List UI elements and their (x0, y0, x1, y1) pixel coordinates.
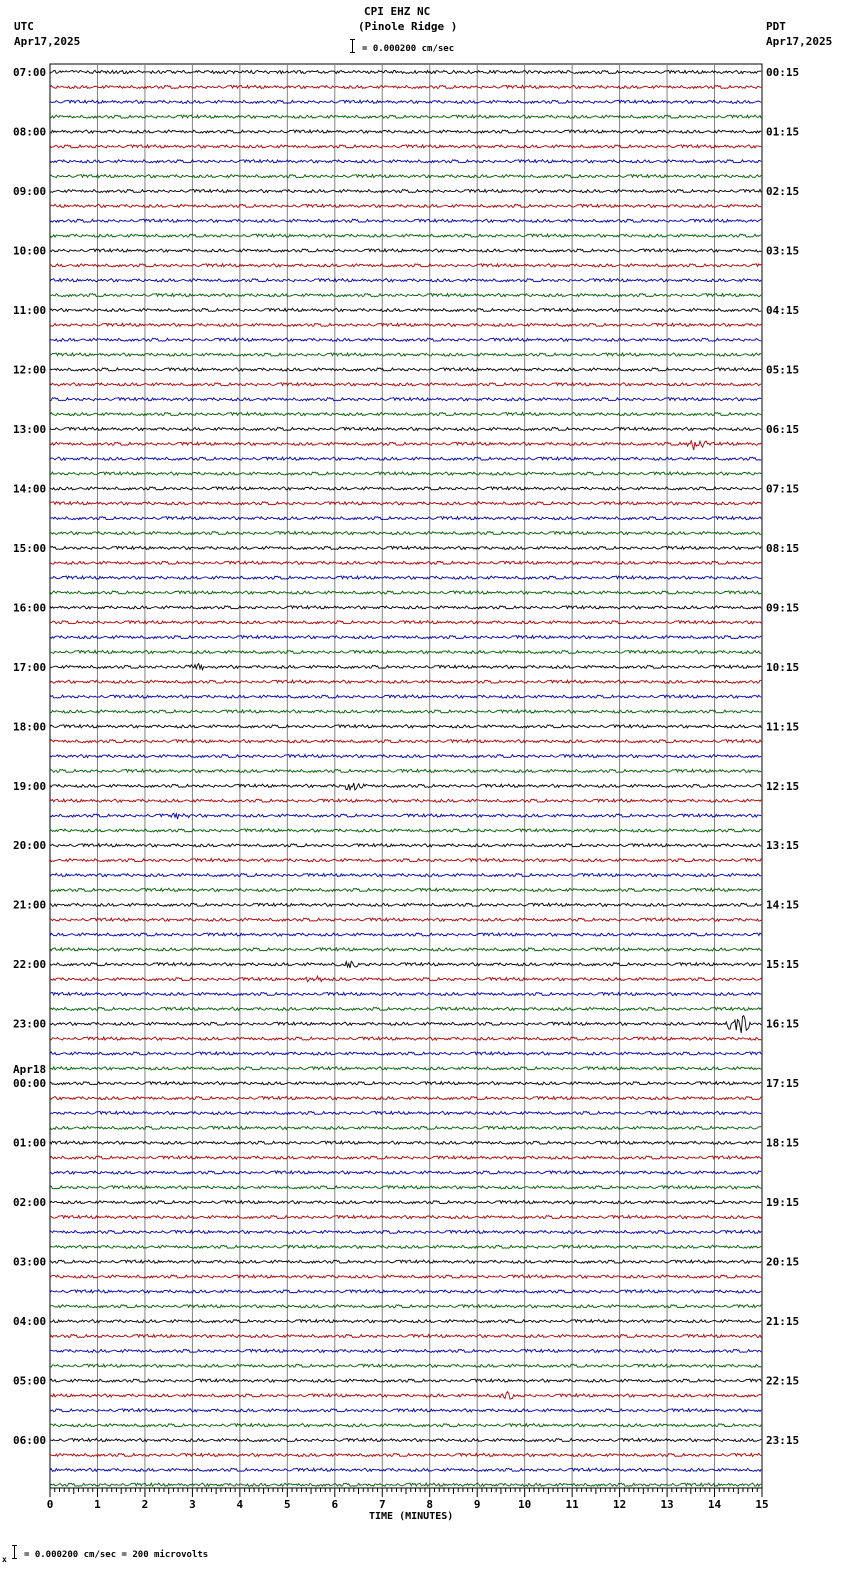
trace-46 (50, 754, 761, 757)
pdt-hour-label: 00:15 (766, 66, 800, 79)
pdt-hour-label: 05:15 (766, 363, 800, 377)
x-tick-label: 13 (660, 1498, 674, 1511)
trace-31 (50, 531, 761, 534)
pdt-hour-label: 01:15 (766, 125, 800, 139)
trace-61 (50, 976, 761, 982)
trace-33 (50, 561, 761, 564)
trace-44 (50, 725, 761, 728)
trace-66 (50, 1052, 761, 1055)
pdt-hour-label: 10:15 (766, 660, 800, 674)
trace-52 (50, 844, 761, 847)
pdt-hour-label: 12:15 (766, 779, 800, 793)
trace-28 (50, 487, 761, 490)
trace-22 (50, 398, 761, 401)
trace-29 (50, 502, 761, 505)
trace-20 (50, 368, 761, 371)
utc-hour-label: 17:00 (13, 660, 47, 674)
trace-64 (50, 1016, 761, 1033)
right-date: Apr17,2025 (766, 35, 833, 48)
trace-24 (50, 427, 761, 430)
trace-67 (50, 1067, 761, 1070)
utc-hour-label: 22:00 (13, 958, 47, 972)
x-tick-label: 10 (518, 1498, 532, 1511)
trace-18 (50, 338, 761, 341)
trace-79 (50, 1245, 761, 1248)
trace-72 (50, 1141, 761, 1144)
trace-76 (50, 1201, 761, 1204)
trace-42 (50, 695, 761, 698)
utc-hour-label: 10:00 (13, 244, 47, 258)
trace-94 (50, 1468, 761, 1471)
trace-10 (50, 219, 761, 222)
left-date: Apr17,2025 (14, 35, 81, 48)
minute-grid (50, 64, 762, 1488)
utc-hour-label: 19:00 (13, 779, 47, 793)
trace-19 (50, 353, 761, 356)
pdt-hour-label: 19:15 (766, 1196, 800, 1210)
trace-9 (50, 204, 761, 207)
trace-83 (50, 1305, 761, 1308)
trace-56 (50, 903, 761, 906)
x-axis-title: TIME (MINUTES) (369, 1511, 454, 1522)
trace-58 (50, 933, 761, 936)
trace-25 (50, 441, 761, 450)
utc-hour-label: 08:00 (13, 125, 47, 139)
trace-17 (50, 323, 761, 326)
x-tick-label: 3 (189, 1498, 196, 1511)
pdt-hour-label: 21:15 (766, 1315, 800, 1329)
trace-37 (50, 621, 761, 624)
trace-4 (50, 130, 761, 133)
trace-38 (50, 635, 761, 638)
trace-87 (50, 1364, 761, 1367)
left-timezone: UTC (14, 20, 34, 33)
trace-62 (50, 992, 761, 995)
pdt-hour-label: 16:15 (766, 1017, 800, 1031)
trace-21 (50, 383, 761, 386)
pdt-hour-label: 23:15 (766, 1434, 800, 1448)
date-change-label: Apr18 (13, 1063, 47, 1077)
trace-78 (50, 1230, 761, 1233)
trace-70 (50, 1111, 761, 1114)
pdt-hour-label: 20:15 (766, 1255, 800, 1269)
footer-scale-note: = 0.000200 cm/sec = 200 microvolts (24, 1550, 209, 1560)
footer-marker: x (2, 1555, 7, 1564)
pdt-hour-label: 22:15 (766, 1374, 800, 1388)
trace-69 (50, 1096, 761, 1099)
x-tick-label: 12 (612, 1498, 627, 1511)
utc-hour-label: 00:00 (13, 1077, 47, 1091)
pdt-hour-label: 07:15 (766, 482, 800, 496)
pdt-hour-label: 17:15 (766, 1077, 800, 1091)
trace-53 (50, 859, 761, 862)
utc-hour-label: 09:00 (13, 184, 47, 198)
utc-hour-label: 15:00 (13, 541, 47, 555)
trace-77 (50, 1215, 761, 1218)
utc-hour-label: 04:00 (13, 1315, 47, 1329)
utc-hour-label: 07:00 (13, 66, 47, 79)
trace-85 (50, 1334, 761, 1337)
x-tick-label: 6 (331, 1498, 339, 1511)
trace-13 (50, 264, 761, 267)
trace-12 (50, 249, 761, 252)
pdt-hour-label: 14:15 (766, 898, 800, 912)
trace-92 (50, 1438, 761, 1441)
trace-50 (50, 813, 761, 819)
utc-hour-label: 14:00 (13, 482, 47, 496)
trace-11 (50, 234, 761, 237)
trace-93 (50, 1453, 761, 1456)
trace-48 (50, 783, 761, 790)
station-location: (Pinole Ridge ) (358, 20, 458, 33)
trace-26 (50, 457, 761, 460)
trace-32 (50, 546, 761, 549)
trace-45 (50, 740, 761, 743)
x-tick-label: 11 (565, 1498, 579, 1511)
trace-68 (50, 1082, 761, 1085)
trace-73 (50, 1156, 761, 1159)
trace-65 (50, 1037, 761, 1040)
trace-27 (50, 472, 761, 475)
trace-39 (50, 650, 761, 653)
trace-57 (50, 918, 761, 921)
trace-40 (50, 664, 761, 670)
trace-88 (50, 1379, 761, 1382)
pdt-hour-label: 06:15 (766, 422, 800, 436)
pdt-hour-label: 02:15 (766, 184, 800, 198)
utc-hour-label: 05:00 (13, 1374, 47, 1388)
trace-7 (50, 174, 761, 177)
trace-6 (50, 160, 761, 163)
plot-frame (50, 64, 762, 1488)
trace-0 (50, 70, 761, 73)
trace-82 (50, 1290, 761, 1293)
x-tick-label: 1 (94, 1498, 101, 1511)
pdt-hour-label: 15:15 (766, 958, 800, 972)
x-tick-label: 7 (378, 1498, 386, 1511)
x-tick-label: 15 (755, 1498, 769, 1511)
x-tick-label: 2 (141, 1498, 149, 1511)
trace-49 (50, 799, 761, 802)
trace-23 (50, 412, 761, 415)
trace-81 (50, 1275, 761, 1278)
utc-hour-label: 11:00 (13, 303, 47, 317)
trace-1 (50, 85, 761, 88)
scale-label: = 0.000200 cm/sec (362, 44, 455, 54)
utc-hour-label: 02:00 (13, 1196, 47, 1210)
trace-74 (50, 1171, 761, 1174)
time-labels (13, 66, 799, 1447)
trace-16 (50, 308, 761, 311)
utc-hour-label: 01:00 (13, 1136, 47, 1150)
utc-hour-label: 03:00 (13, 1255, 47, 1269)
trace-86 (50, 1349, 761, 1352)
trace-90 (50, 1409, 761, 1412)
trace-55 (50, 888, 761, 891)
station-title: CPI EHZ NC (364, 5, 431, 18)
x-tick-label: 14 (707, 1498, 722, 1511)
x-tick-label: 0 (46, 1498, 54, 1511)
x-tick-label: 9 (473, 1498, 481, 1511)
utc-hour-label: 13:00 (13, 422, 47, 436)
footer-scale-bar-icon (14, 1545, 15, 1559)
trace-41 (50, 680, 761, 683)
x-tick-label: 4 (236, 1498, 244, 1511)
trace-3 (50, 115, 761, 118)
trace-34 (50, 576, 761, 579)
pdt-hour-label: 04:15 (766, 303, 800, 317)
seismic-traces (50, 70, 761, 1486)
trace-8 (50, 189, 761, 192)
trace-59 (50, 948, 761, 951)
trace-95 (50, 1483, 761, 1486)
trace-5 (50, 145, 761, 148)
right-timezone: PDT (766, 20, 786, 33)
utc-hour-label: 18:00 (13, 720, 47, 734)
trace-63 (50, 1007, 761, 1010)
trace-47 (50, 769, 761, 772)
utc-hour-label: 06:00 (13, 1434, 47, 1448)
pdt-hour-label: 08:15 (766, 541, 800, 555)
trace-14 (50, 279, 761, 282)
trace-51 (50, 829, 761, 832)
trace-84 (50, 1319, 761, 1322)
trace-35 (50, 591, 761, 594)
trace-36 (50, 606, 761, 609)
pdt-hour-label: 13:15 (766, 839, 800, 853)
trace-15 (50, 293, 761, 296)
trace-75 (50, 1186, 761, 1189)
utc-hour-label: 20:00 (13, 839, 47, 853)
pdt-hour-label: 11:15 (766, 720, 800, 734)
pdt-hour-label: 18:15 (766, 1136, 800, 1150)
pdt-hour-label: 09:15 (766, 601, 800, 615)
x-tick-label: 8 (426, 1498, 434, 1511)
utc-hour-label: 12:00 (13, 363, 47, 377)
trace-80 (50, 1260, 761, 1263)
trace-89 (50, 1392, 761, 1400)
x-axis-ticks (47, 1488, 769, 1511)
trace-71 (50, 1126, 761, 1129)
x-tick-label: 5 (284, 1498, 291, 1511)
trace-43 (50, 710, 761, 713)
utc-hour-label: 16:00 (13, 601, 47, 615)
utc-hour-label: 21:00 (13, 898, 47, 912)
trace-91 (50, 1424, 761, 1427)
utc-hour-label: 23:00 (13, 1017, 47, 1031)
trace-30 (50, 517, 761, 520)
trace-2 (50, 100, 761, 103)
trace-60 (50, 961, 761, 968)
pdt-hour-label: 03:15 (766, 244, 800, 258)
trace-54 (50, 873, 761, 876)
